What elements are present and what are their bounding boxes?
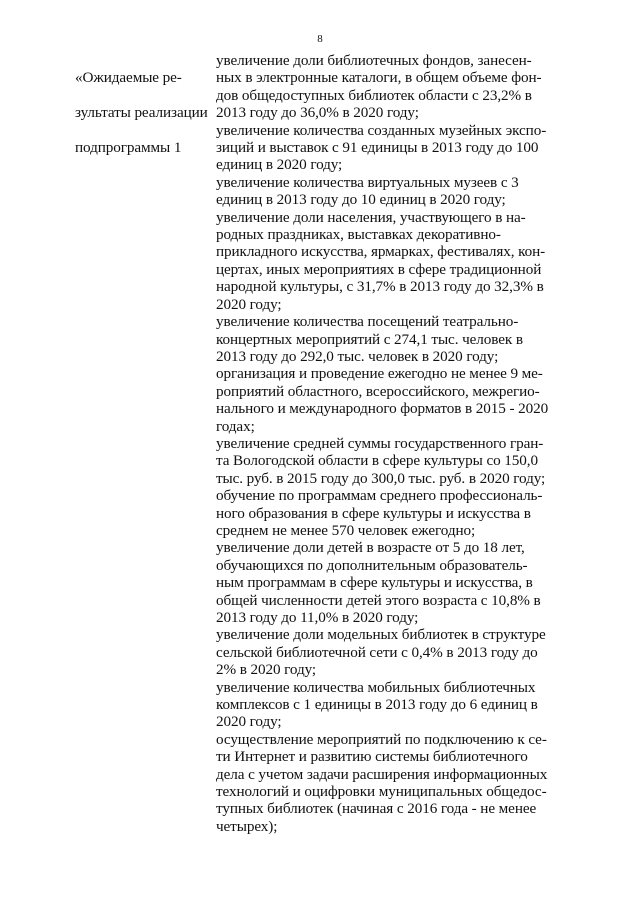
result-item-virtual-museums: [216, 174, 596, 209]
text-line: 2020 году;: [216, 713, 282, 731]
text-line: технологий и оцифровки муниципальных общедос-: [216, 783, 547, 801]
text-line: единиц в 2020 году;: [216, 156, 343, 174]
text-line: нального и международного форматов в 2015 - 2020: [216, 400, 549, 418]
page-number: 8: [317, 33, 323, 45]
text-line: увеличение доли модельных библиотек в структуре: [216, 626, 546, 644]
text-line: родных праздниках, выставках декоративно-: [216, 226, 501, 244]
text-line: прикладного искусства, ярмарках, фестивалях, кон-: [216, 243, 546, 261]
text-line: общей численности детей этого возраста с 10,8% в: [216, 591, 541, 609]
text-line: увеличение средней суммы государственного гран-: [216, 434, 544, 452]
text-line: ных в электронные каталоги, в общем объеме фон-: [216, 69, 542, 87]
text-line: увеличение количества посещений театрально-: [216, 313, 519, 331]
text-line: увеличение доли детей в возрасте от 5 до 18 лет,: [216, 539, 525, 557]
text-line: цертах, иных мероприятиях в сфере традиционной: [216, 260, 542, 278]
result-item-professional-education: [216, 487, 596, 539]
result-item-museum-expositions: [216, 122, 596, 174]
text-line: дов общедоступных библиотек области с 23,2% в: [216, 86, 532, 104]
text-line: 2020 году;: [216, 295, 282, 313]
text-line: та Вологодской области в сфере культуры со 150,0: [216, 452, 538, 470]
text-line: тупных библиотек (начиная с 2016 года - не менее: [216, 800, 537, 818]
text-line: годах;: [216, 417, 255, 435]
result-item-internet-connection: [216, 731, 596, 835]
result-item-children-education: [216, 539, 596, 626]
text-line: 2% в 2020 году;: [216, 661, 317, 679]
result-item-grant-amount: [216, 435, 596, 487]
text-line: организация и проведение ежегодно не менее 9 ме-: [216, 365, 543, 383]
result-item-theatre-visits: [216, 313, 596, 365]
text-line: ти Интернет и развитию системы библиотечного: [216, 748, 528, 766]
text-line: дела с учетом задачи расширения информационных: [216, 765, 548, 783]
text-line: обучающихся по дополнительным образователь-: [216, 556, 528, 574]
text-line: ного образования в сфере культуры и искусства в: [216, 504, 531, 522]
text-line: народной культуры, с 31,7% в 2013 году до 32,3% в: [216, 278, 544, 296]
text-line: 2013 году до 11,0% в 2020 году;: [216, 609, 419, 626]
text-line: 2013 году до 292,0 тыс. человек в 2020 году;: [216, 347, 499, 365]
text-line: осуществление мероприятий по подключению к се-: [216, 730, 547, 748]
text-line: среднем не менее 570 человек ежегодно;: [216, 521, 476, 539]
label-line: зультаты реализации: [75, 104, 208, 122]
text-line: единиц в 2013 году до 10 единиц в 2020 году;: [216, 191, 506, 209]
text-line: увеличение количества мобильных библиотечных: [216, 678, 536, 696]
text-line: обучение по программам среднего профессиональ-: [216, 487, 543, 505]
result-item-folk-culture-participation: [216, 209, 596, 313]
text-line: увеличение количества виртуальных музеев с 3: [216, 173, 519, 191]
text-line: увеличение доли населения, участвующего в на-: [216, 208, 526, 226]
text-line: четырех);: [216, 817, 278, 835]
text-line: увеличение количества созданных музейных экспо-: [216, 121, 547, 139]
label-line: «Ожидаемые ре-: [75, 69, 182, 87]
text-line: тыс. руб. в 2015 году до 300,0 тыс. руб. в 2020 году;: [216, 469, 546, 487]
text-line: увеличение доли библиотечных фондов, занесен-: [216, 52, 532, 69]
text-line: зиций и выставок с 91 единицы в 2013 году до 100: [216, 139, 539, 157]
text-line: концертных мероприятий с 274,1 тыс. человек в: [216, 330, 523, 348]
text-line: роприятий областного, всероссийского, межрегио-: [216, 382, 540, 400]
result-item-events-organization: [216, 365, 596, 435]
result-item-mobile-library-complexes: [216, 679, 596, 731]
table-label-cell: [75, 52, 215, 174]
label-line: подпрограммы 1: [75, 139, 182, 157]
table-content-cell: [216, 52, 596, 835]
text-line: комплексов с 1 единицы в 2013 году до 6 единиц в: [216, 696, 538, 714]
text-line: 2013 году до 36,0% в 2020 году;: [216, 104, 419, 122]
result-item-library-catalogs: [216, 52, 596, 122]
result-item-model-libraries: [216, 626, 596, 678]
text-line: сельской библиотечной сети с 0,4% в 2013 году до: [216, 643, 538, 661]
text-line: ным программам в сфере культуры и искусства, в: [216, 574, 533, 592]
